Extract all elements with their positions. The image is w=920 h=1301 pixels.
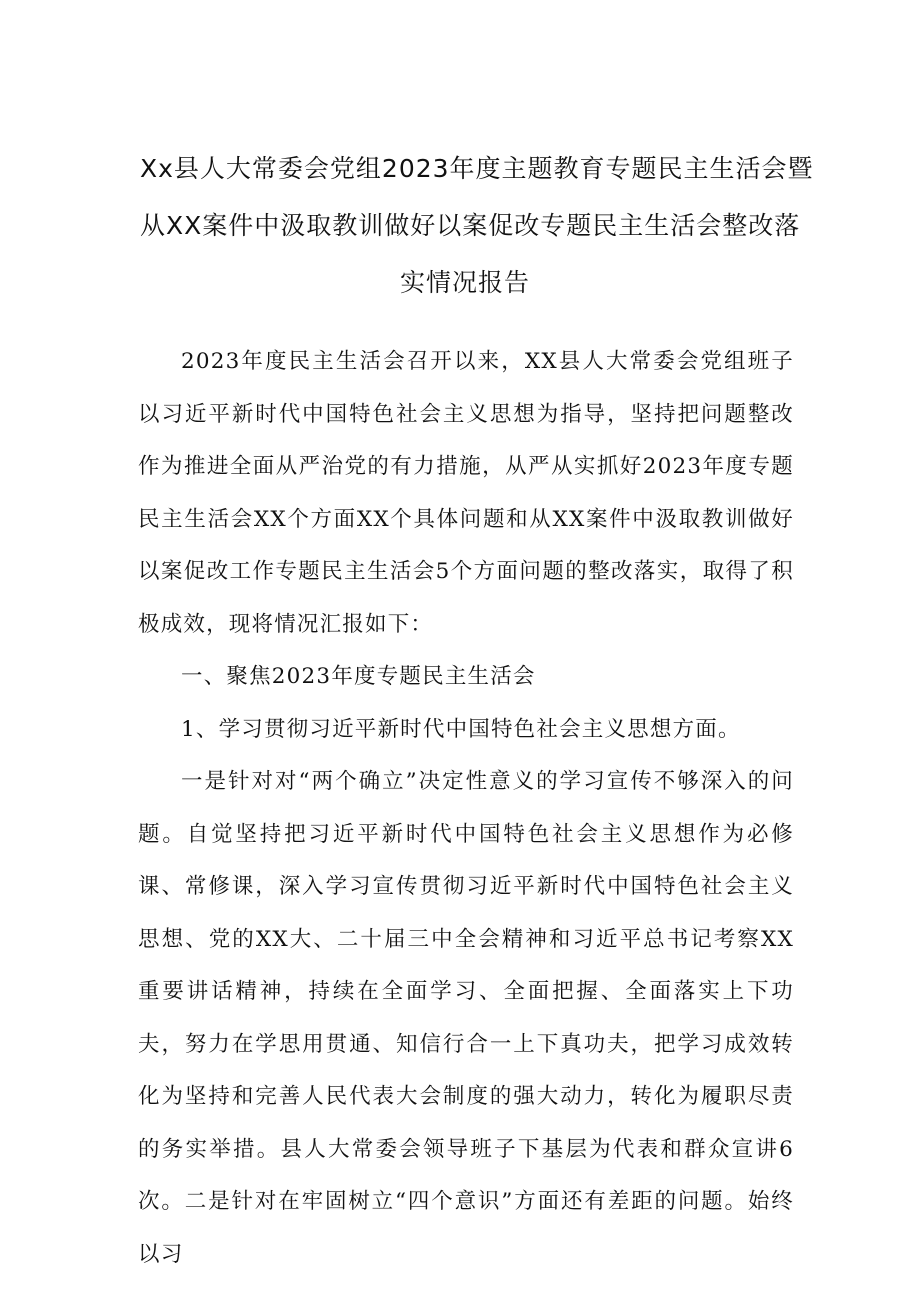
section-heading-1: 一、聚焦2023年度专题民主生活会 xyxy=(181,664,536,689)
title-line-3: 实情况报告 xyxy=(399,268,530,297)
document-title xyxy=(140,140,814,311)
title-line-1: Xx县人大常委会党组2023年度主题教育专题民主生活会暨 xyxy=(140,154,814,183)
subsection-heading-1: 1、学习贯彻习近平新时代中国特色社会主义思想方面。 xyxy=(181,716,741,742)
body-paragraph: 一是针对对“两个确立”决定性意义的学习宣传不够深入的问题。自觉坚持把习近平新时代中国特色社会主义思想作为必修课、常修课，深入学习宣传贯彻习近平新时代中国特色社会主义思想、党的XX大、二十届三中全会精神和习近平总书记考察XX重要讲话精神，持续在全面学习、全面把握、全面落实上下功夫，努力在学思用贯通、知信行合一上下真功夫，把学习成效转化为坚持和完善人民代表大会制度的强大动力，转化为履职尽责的务实举措。县人大常委会领导班子下基层为代表和群众宣讲6次。二是针对在牢固树立“四个意识”方面还有差距的问题。始终以习 xyxy=(138,769,794,1267)
title-line-2: 从XX案件中汲取教训做好以案促改专题民主生活会整改落 xyxy=(140,211,801,240)
intro-paragraph: 2023年度民主生活会召开以来，XX县人大常委会党组班子以习近平新时代中国特色社会主义思想为指导，坚持把问题整改作为推进全面从严治党的有力措施，从严从实抓好2023年度专题民主生活会XX个方面XX个具体问题和从XX案件中汲取教训做好以案促改工作专题民主生活会5个方面问题的整改落实，取得了积极成效，现将情况汇报如下： xyxy=(138,349,794,637)
document-body xyxy=(138,336,794,1281)
